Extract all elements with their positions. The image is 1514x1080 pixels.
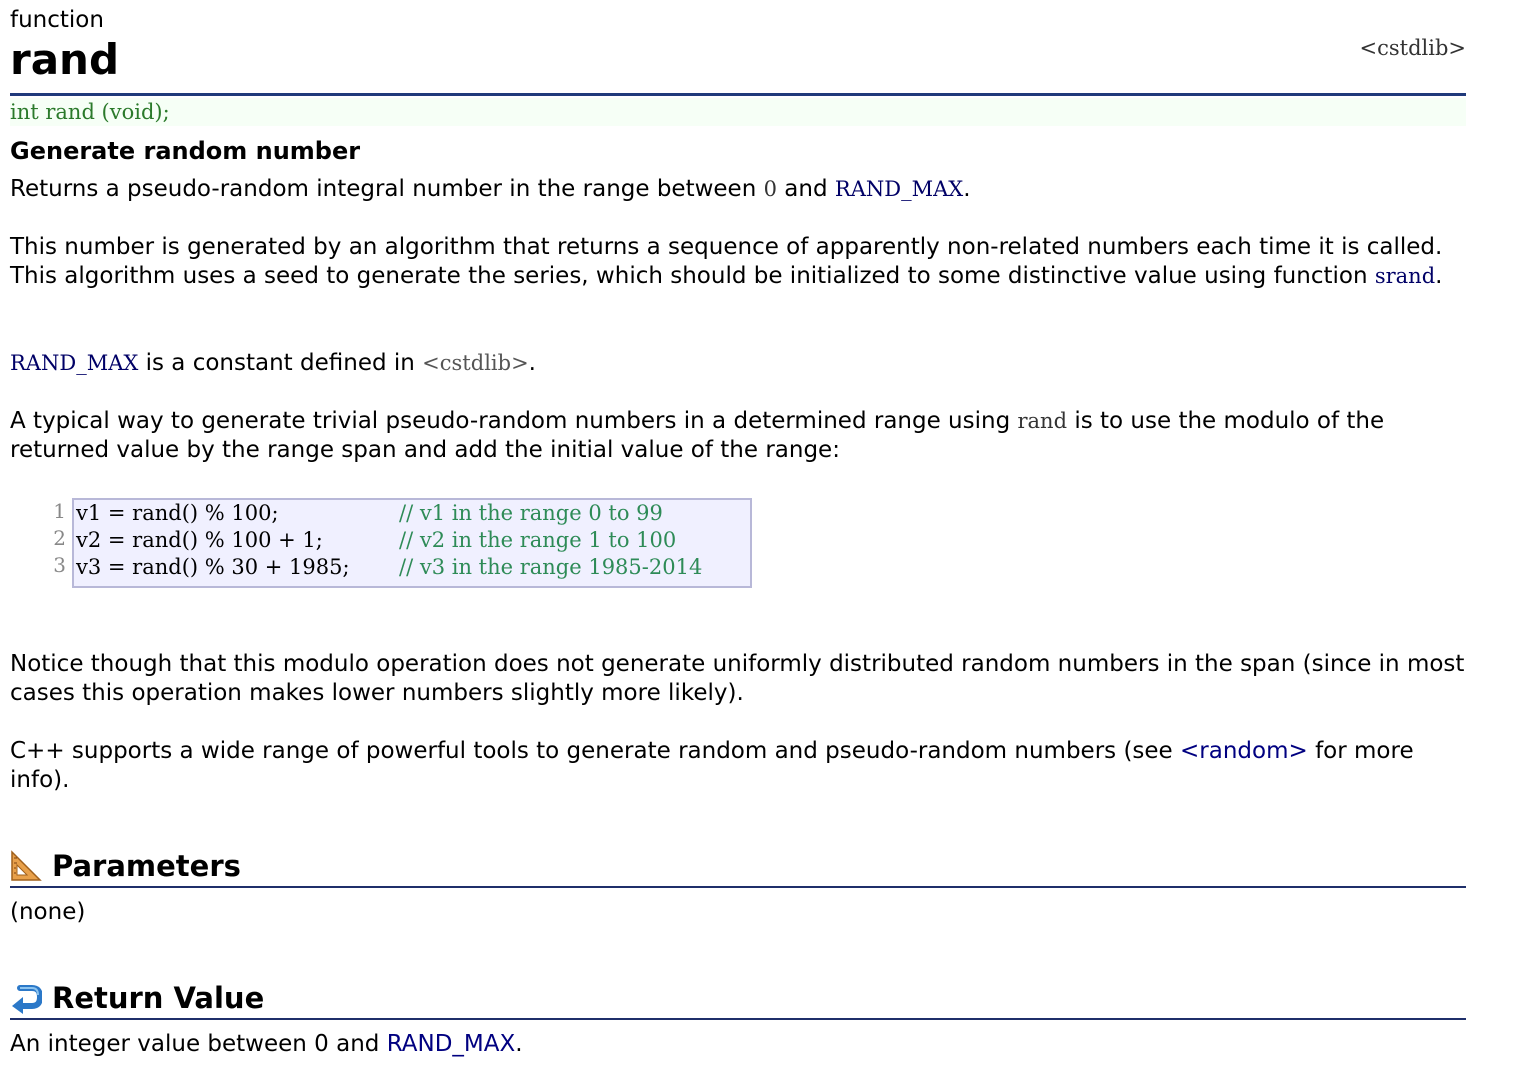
header-library-link[interactable]: <cstdlib> — [1359, 36, 1466, 60]
entity-kind: function — [10, 7, 104, 33]
description-paragraph-1 — [10, 175, 1470, 204]
text: . — [515, 1031, 523, 1057]
summary-heading: Generate random number — [10, 137, 361, 165]
code-block[interactable] — [72, 498, 752, 588]
function-prototype: int rand (void); — [10, 98, 1466, 126]
code-statement: v2 = rand() % 100 + 1; — [76, 528, 323, 552]
inline-code-zero: 0 — [763, 177, 777, 201]
code-line — [74, 500, 750, 527]
description-paragraph-4 — [10, 407, 1470, 465]
rand-max-link[interactable]: RAND_MAX — [10, 351, 139, 375]
text: A typical way to generate trivial pseudo-random numbers in a determined range using — [10, 408, 1018, 434]
text: is a constant defined in — [138, 350, 423, 376]
description-paragraph-3 — [10, 349, 1470, 378]
random-header-link[interactable]: <random> — [1180, 738, 1308, 764]
line-numbers — [42, 498, 66, 579]
text: This number is generated by an algorithm that returns a sequence of apparently non-related numbers each time it is called. This algorithm uses a seed to generate the series, which should be initialized to some distinctive value using function — [10, 234, 1443, 289]
text: . — [963, 176, 971, 202]
code-line — [74, 527, 750, 554]
text: C++ supports a wide range of powerful tools to generate random and pseudo-random numbers (see — [10, 738, 1181, 764]
code-comment: // v2 in the range 1 to 100 — [399, 528, 677, 552]
section-title: Return Value — [52, 981, 265, 1015]
text: and — [776, 176, 835, 202]
code-line — [74, 554, 750, 581]
text: Returns a pseudo-random integral number in the range between — [10, 176, 764, 202]
code-statement: v3 = rand() % 30 + 1985; — [76, 555, 350, 579]
inline-code-rand: rand — [1017, 409, 1068, 433]
line-number: 2 — [53, 526, 66, 550]
parameters-body: (none) — [10, 899, 86, 925]
page-title: rand — [10, 35, 120, 84]
description-paragraph-2 — [10, 233, 1470, 291]
cstdlib-link[interactable]: <cstdlib> — [422, 351, 529, 375]
text: for more info). — [10, 738, 1414, 793]
return-value-body — [10, 1030, 1470, 1059]
line-number: 1 — [53, 499, 66, 523]
code-comment: // v3 in the range 1985-2014 — [399, 555, 703, 579]
ruler-triangle-icon — [10, 850, 42, 882]
line-number: 3 — [53, 553, 66, 577]
return-arrow-icon — [10, 982, 42, 1014]
text: . — [528, 350, 536, 376]
section-divider — [10, 1018, 1466, 1020]
text: An integer value between 0 and — [10, 1031, 387, 1057]
description-paragraph-5: Notice though that this modulo operation does not generate uniformly distributed random numbers in the span (since in most cases this operation makes lower numbers slightly more likely). — [10, 651, 1465, 706]
section-title: Parameters — [52, 849, 241, 883]
title-divider — [10, 93, 1466, 96]
rand-max-link[interactable]: RAND_MAX — [834, 177, 964, 201]
text: . — [1435, 263, 1443, 289]
code-comment: // v1 in the range 0 to 99 — [399, 501, 663, 525]
description-paragraph-6 — [10, 737, 1470, 795]
srand-link[interactable]: srand — [1374, 264, 1436, 288]
text: is to use the modulo of the returned value by the range span and add the initial value of the range: — [10, 408, 1385, 463]
code-statement: v1 = rand() % 100; — [76, 501, 279, 525]
rand-max-link[interactable]: RAND_MAX — [386, 1031, 516, 1057]
section-divider — [10, 886, 1466, 888]
